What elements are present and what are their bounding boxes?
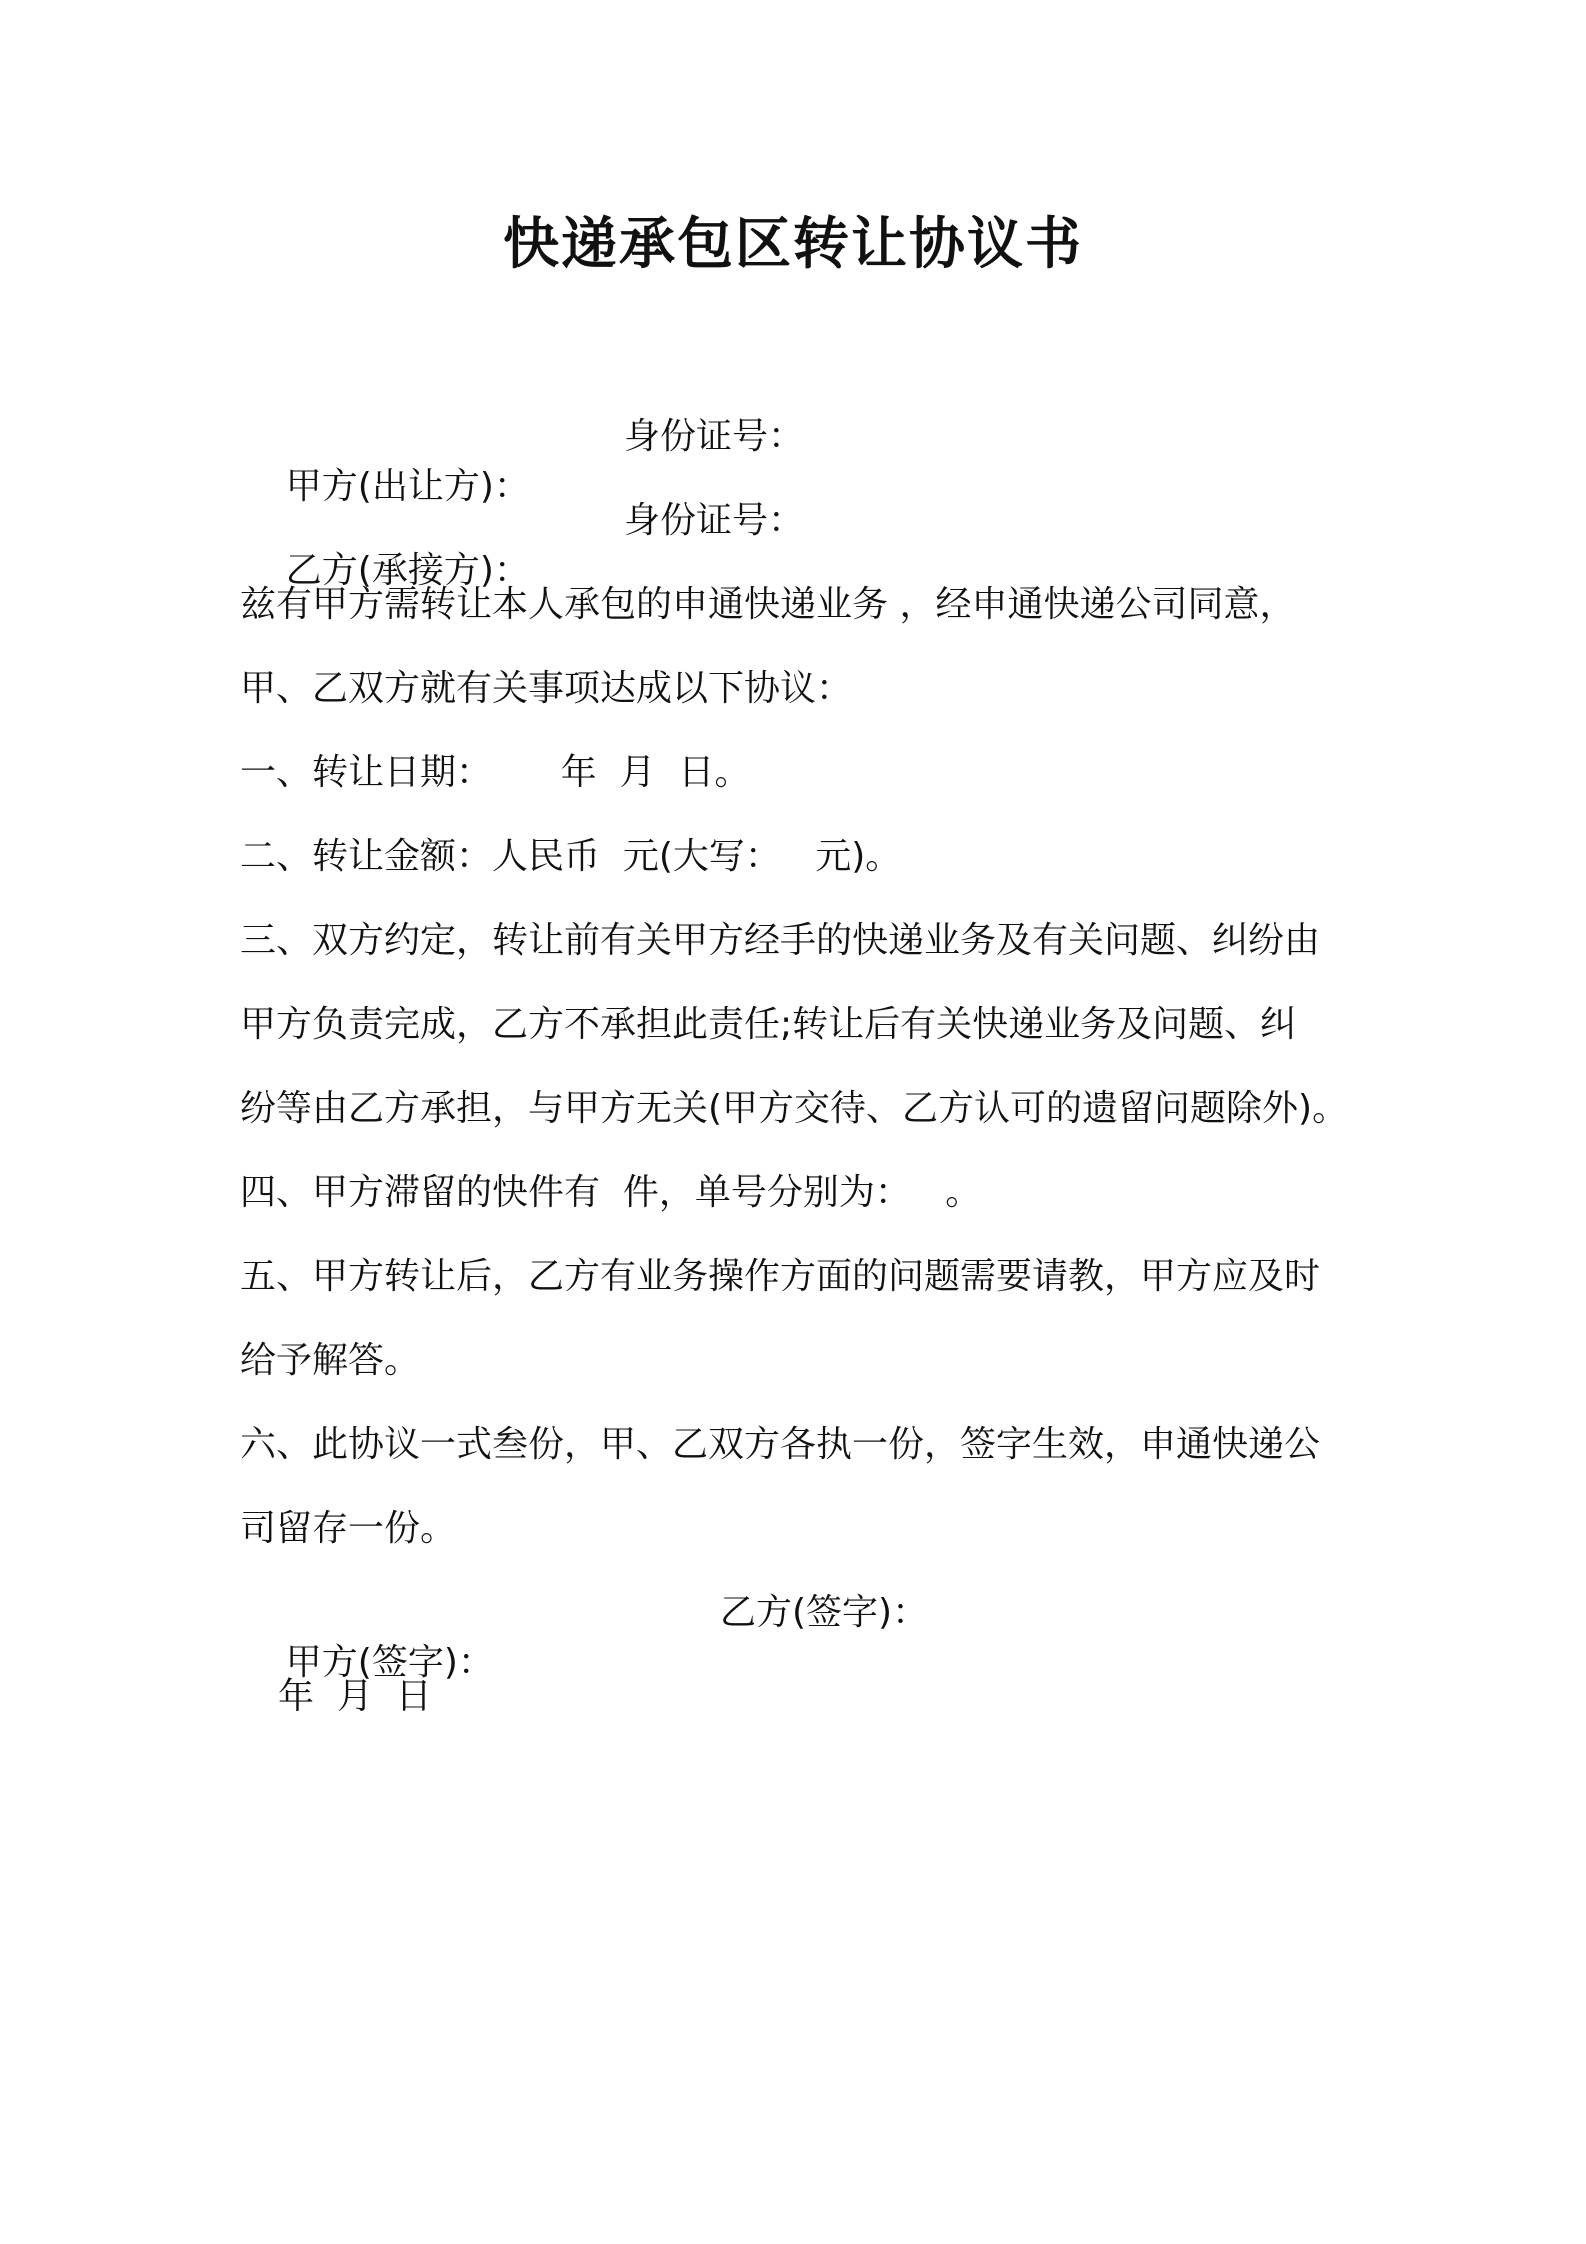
party-a-label: 甲方(出让方)： bbox=[285, 466, 530, 507]
intro-line-2: 甲、乙双方就有关事项达成以下协议： bbox=[240, 668, 853, 709]
clause-5-line-1: 五、甲方转让后，乙方有业务操作方面的问题需要请教，甲方应及时 bbox=[240, 1256, 1321, 1297]
clause-4: 四、甲方滞留的快件有 件，单号分别为： 。 bbox=[240, 1172, 982, 1213]
document-title: 快递承包区转让协议书 bbox=[503, 212, 1083, 277]
party-b-label: 乙方(承接方)： bbox=[285, 550, 530, 591]
sign-b-label: 乙方(签字)： bbox=[720, 1592, 929, 1633]
intro-line-1: 兹有甲方需转让本人承包的申通快递业务 ，经申通快递公司同意， bbox=[240, 584, 1296, 625]
clause-6-line-1: 六、此协议一式叁份，甲、乙双方各执一份，签字生效，申通快递公 bbox=[240, 1424, 1321, 1465]
clause-1: 一、转让日期： 年 月 日。 bbox=[240, 752, 751, 793]
clause-2: 二、转让金额：人民币 元(大写： 元)。 bbox=[240, 836, 902, 877]
clause-3-line-1: 三、双方约定，转让前有关甲方经手的快递业务及有关问题、纠纷由 bbox=[240, 920, 1321, 961]
party-a-id-label: 身份证号： bbox=[624, 416, 805, 457]
clause-6-line-2: 司留存一份。 bbox=[240, 1508, 457, 1549]
sign-date: 年 月 日 bbox=[278, 1676, 432, 1717]
clause-5-line-2: 给予解答。 bbox=[240, 1340, 421, 1381]
sign-a-label: 甲方(签字)： bbox=[285, 1642, 494, 1683]
clause-3-line-3: 纷等由乙方承担，与甲方无关(甲方交待、乙方认可的遗留问题除外)。 bbox=[240, 1088, 1349, 1129]
party-b-id-label: 身份证号： bbox=[624, 500, 805, 541]
clause-3-line-2: 甲方负责完成，乙方不承担此责任;转让后有关快递业务及问题、纠 bbox=[240, 1004, 1297, 1045]
